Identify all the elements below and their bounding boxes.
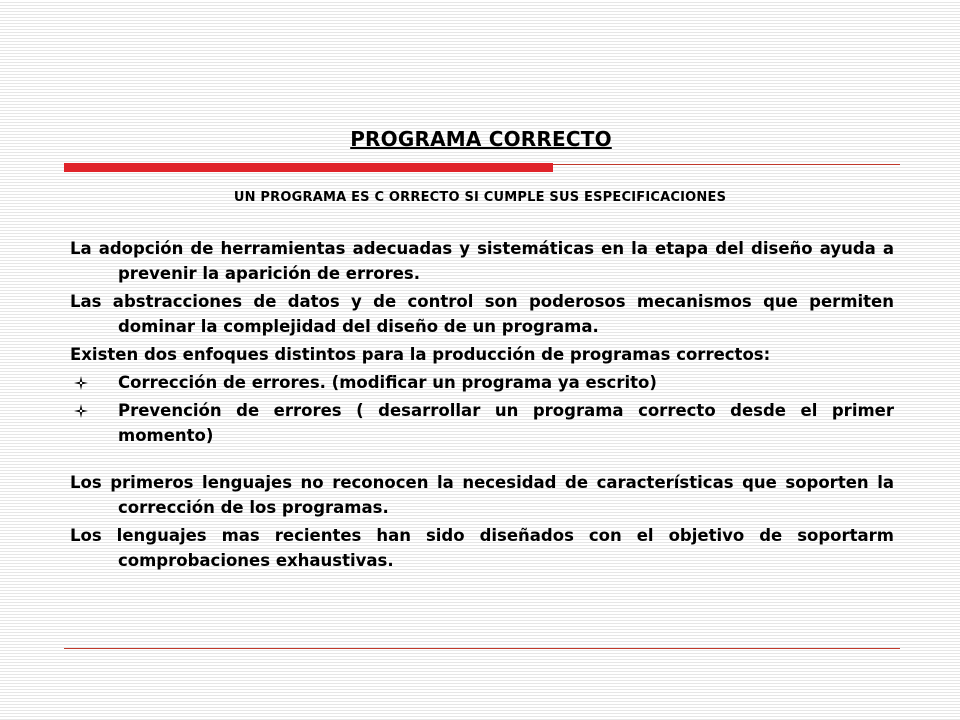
slide-subtitle: UN PROGRAMA ES C ORRECTO SI CUMPLE SUS ESPECIFICACIONES xyxy=(233,190,727,205)
bullet-item xyxy=(70,370,894,395)
slide-body xyxy=(70,236,894,576)
diamond-bullet-icon xyxy=(74,404,88,418)
paragraph-primeros-lenguajes: Los primeros lenguajes no reconocen la necesidad de características que soporten la corrección de los programas. xyxy=(70,473,894,517)
paragraph-enfoques: Existen dos enfoques distintos para la producción de programas correctos: xyxy=(70,345,771,364)
accent-bar xyxy=(64,163,553,172)
bottom-divider xyxy=(64,648,900,649)
bullet-text: Corrección de errores. (modificar un programa ya escrito) xyxy=(118,373,657,392)
paragraph-abstracciones: Las abstracciones de datos y de control son poderosos mecanismos que permiten dominar la complejidad del diseño de un programa. xyxy=(70,292,894,336)
bullet-text: Prevención de errores ( desarrollar un programa correcto desde el primer momento) xyxy=(118,401,894,445)
slide-title: PROGRAMA CORRECTO xyxy=(350,127,612,151)
paragraph-adopcion: La adopción de herramientas adecuadas y sistemáticas en la etapa del diseño ayuda a prevenir la aparición de errores. xyxy=(70,239,894,283)
paragraph-lenguajes-recientes: Los lenguajes mas recientes han sido diseñados con el objetivo de soportarm comprobaciones exhaustivas. xyxy=(70,526,894,570)
diamond-bullet-icon xyxy=(74,376,88,390)
bullet-item xyxy=(70,398,894,448)
